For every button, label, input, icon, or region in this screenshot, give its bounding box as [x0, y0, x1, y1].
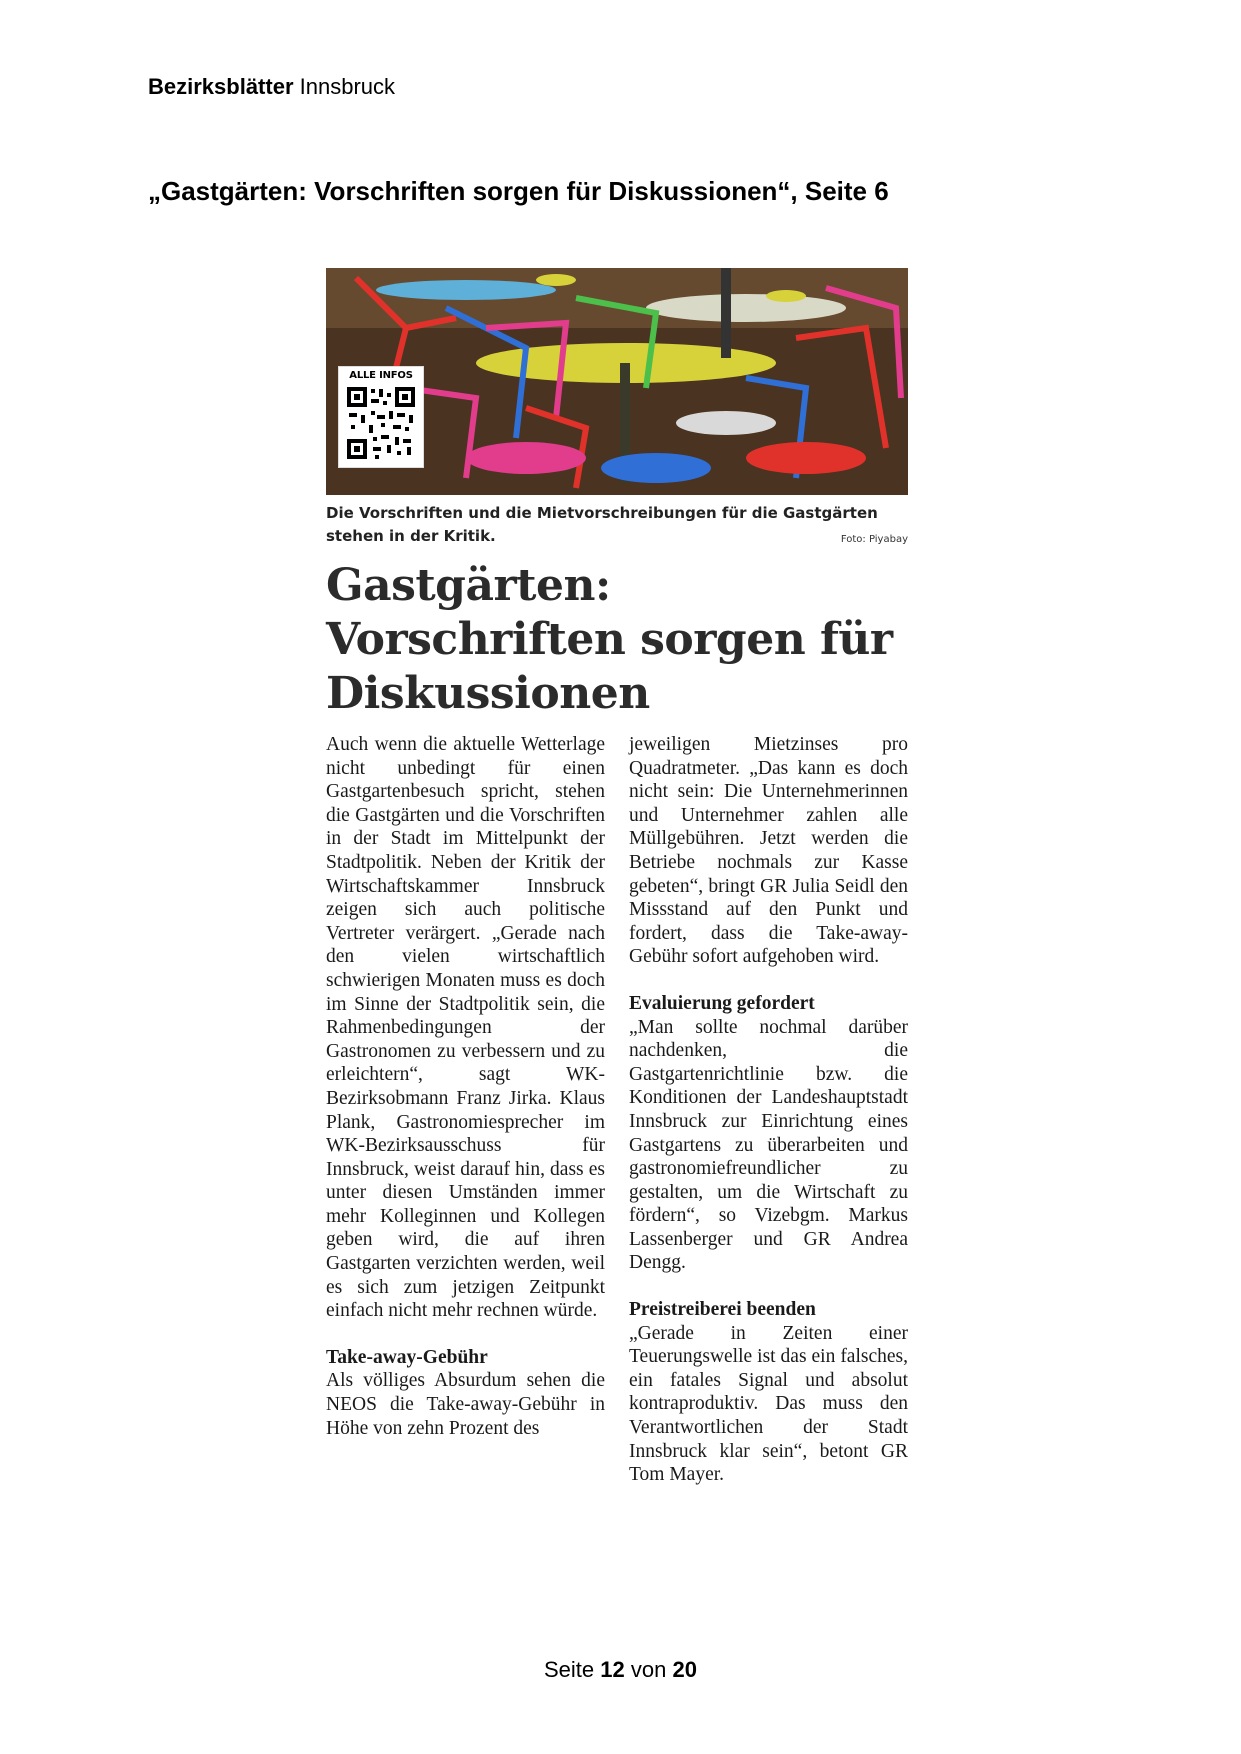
qr-label: ALLE INFOS: [349, 370, 413, 381]
article-body: [326, 733, 908, 1487]
paragraph: Als völliges Absurdum sehen die NEOS die Take-away-Gebühr in Höhe von zehn Prozent des: [326, 1370, 605, 1439]
subheading: Take-away-Gebühr: [326, 1346, 488, 1368]
article-headline: Gastgärten: Vorschriften sorgen für Diskussionen: [326, 560, 893, 719]
article-photo: [326, 268, 908, 495]
subheading: Preistreiberei beenden: [629, 1299, 816, 1321]
region-name: Innsbruck: [299, 74, 396, 99]
photo-caption: Die Vorschriften und die Mietvorschreibungen für die Gastgärten stehen in der Kritik.: [326, 504, 878, 545]
newspaper-clipping: [326, 268, 908, 1487]
source-header: [148, 74, 395, 100]
page-footer: [0, 1657, 1241, 1683]
photo-credit: Foto: Piyabay: [840, 534, 908, 545]
paragraph: „Gerade in Zeiten einer Teuerungswelle ist das ein falsches, ein fatales Signal und absolut kontraproduktiv. Das muss den Verantwortlichen der Stadt Innsbruck klar sein“, betont GR Tom Mayer.: [629, 1322, 908, 1486]
qr-code-icon: [345, 385, 417, 461]
paragraph: jeweiligen Mietzinses pro Quadratmeter. „Das kann es doch nicht sein: Die Unternehmerinnen und Unternehmer zahlen alle Müllgebühren. Jetzt werden die Betriebe nochmals zur Kasse gebeten“, bringt GR Julia Seidl den Missstand auf den Punkt und fordert, dass die Take-away-Gebühr sofort aufgehoben wird.: [629, 734, 908, 968]
brand-name: Bezirksblätter: [148, 74, 294, 99]
article-column-2: [629, 733, 908, 1487]
footer-middle: von: [630, 1657, 667, 1682]
document-title: „Gastgärten: Vorschriften sorgen für Diskussionen“, Seite 6: [148, 176, 889, 206]
footer-prefix: Seite: [544, 1657, 595, 1682]
qr-code-box[interactable]: [338, 366, 424, 468]
paragraph: Auch wenn die aktuelle Wetterlage nicht unbedingt für einen Gastgartenbesuch spricht, stehen die Gastgärten und die Vorschriften in der Stadt im Mittelpunkt der Stadtpolitik. Neben der Kritik der Wirtschaftskammer Innsbruck zeigen sich auch politische Vertreter verärgert. „Gerade nach den vielen wirtschaftlich schwierigen Monaten muss es doch im Sinne der Stadtpolitik sein, die Rahmenbedingungen der Gastronomen zu verbessern und zu erleichtern“, sagt WK-Bezirksobmann Franz Jirka. Klaus Plank, Gastronomiesprecher im WK-Bezirksausschuss für Innsbruck, weist darauf hin, dass es unter diesen Umständen immer mehr Kolleginnen und Kollegen geben wird, die auf ihren Gastgarten verzichten werden, weil es sich zum jetzigen Zeitpunkt einfach nicht mehr rechnen würde.: [326, 734, 605, 1322]
total-pages: 20: [672, 1657, 697, 1682]
paragraph: „Man sollte nochmal darüber nachdenken, die Gastgartenrichtlinie bzw. die Konditionen der Landeshauptstadt Innsbruck zur Einrichtung eines Gastgartens zu überarbeiten und gastronomiefreundlicher zu gestalten, um die Wirtschaft zu fördern“, so Vizebgm. Markus Lassenberger und GR Andrea Dengg.: [629, 1016, 908, 1274]
current-page: 12: [600, 1657, 625, 1682]
subheading: Evaluierung gefordert: [629, 992, 815, 1014]
article-column-1: [326, 733, 605, 1487]
